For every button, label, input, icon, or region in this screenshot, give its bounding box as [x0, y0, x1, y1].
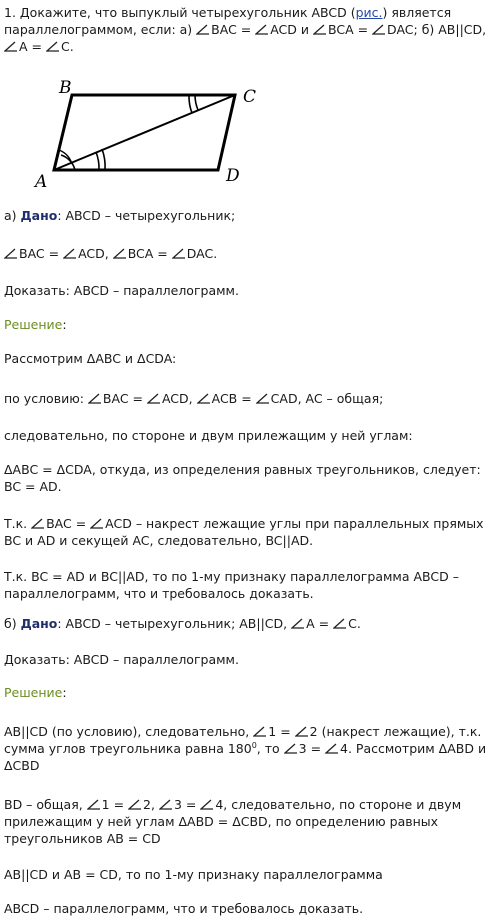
- angle-icon: [255, 24, 269, 35]
- part-a-conclusion: Т.к. BC = AD и BC||AD, то по 1-му признаку параллелограмма ABCD – параллелограмм, что и требовалось доказать.: [4, 569, 459, 601]
- angle-arc-c-2: [189, 95, 192, 113]
- part-b-step-1: AB||CD (по условию), следовательно, 1 = 2 (накрест лежащие), т.к. сумма углов треугольника равна $180^0$, то 3 = 4. Рассмотрим ΔABD и ΔCBD: [4, 724, 487, 773]
- part-b-solution-heading: Решение:: [4, 685, 67, 700]
- part-a-equal: ΔABC = ΔCDA, откуда, из определения равных треугольников, следует: BC = AD.: [4, 462, 481, 494]
- angle-icon: [4, 41, 18, 52]
- part-a-condition: по условию: BAC = ACD, ACB = CAD, AC – общая;: [4, 391, 384, 406]
- angle-icon: [46, 41, 60, 52]
- angle-icon: [88, 393, 102, 404]
- part-b-step-4: ABCD – параллелограмм, что и требовалось доказать.: [4, 901, 364, 916]
- parallelogram-figure: [30, 75, 270, 195]
- angle-icon: [333, 618, 347, 629]
- angle-icon: [372, 24, 386, 35]
- angle-icon: [295, 726, 309, 737]
- angle-icon: [196, 24, 210, 35]
- figure-link[interactable]: рис.: [355, 5, 383, 20]
- task-statement: 1. Докажите, что выпуклый четырехугольник ABCD (рис.) является параллелограммом, если: а) BAC = ACD и BCA = DAC; б) AB||CD, A = C.: [4, 5, 487, 54]
- angle-icon: [159, 799, 173, 810]
- angle-arc-a-mid1: [96, 152, 99, 170]
- vertex-label-b: B: [59, 78, 72, 98]
- angle-icon: [284, 743, 298, 754]
- vertex-label-c: C: [243, 87, 257, 107]
- vertex-label-d: D: [226, 166, 240, 186]
- angle-icon: [325, 743, 339, 754]
- angle-icon: [4, 248, 18, 259]
- angle-icon: [90, 518, 104, 529]
- part-a-consequently: следовательно, по стороне и двум прилежащим у ней углам:: [4, 428, 413, 443]
- part-a-angles: BAC = ACD, BCA = DAC.: [4, 245, 492, 262]
- angle-icon: [87, 799, 101, 810]
- part-b-given: б) Дано: ABCD – четырехугольник; AB||CD, A = C.: [4, 616, 361, 631]
- angle-icon: [128, 799, 142, 810]
- angle-icon: [113, 248, 127, 259]
- angle-icon: [200, 799, 214, 810]
- angle-icon: [291, 618, 305, 629]
- part-a-since: Т.к. BAC = ACD – накрест лежащие углы при параллельных прямых BC и AD и секущей AC, следовательно, BC||AD.: [4, 516, 484, 548]
- angle-icon: [172, 248, 186, 259]
- angle-arc-a-mid2: [102, 149, 105, 170]
- degree-superscript: 0: [251, 740, 257, 750]
- angle-icon: [313, 24, 327, 35]
- angle-arc-c-1: [195, 95, 198, 110]
- angle-icon: [63, 248, 77, 259]
- part-b-prove: Доказать: ABCD – параллелограмм.: [4, 652, 239, 667]
- diagonal-ac: [54, 95, 235, 170]
- part-a-consider: Рассмотрим ΔABC и ΔCDA:: [4, 351, 177, 366]
- angle-icon: [147, 393, 161, 404]
- part-a-given: а) Дано: ABCD – четырехугольник;: [4, 208, 236, 223]
- given-label: Дано: [20, 616, 58, 631]
- vertex-label-a: A: [35, 172, 48, 192]
- angle-icon: [256, 393, 270, 404]
- part-a-solution-heading: Решение:: [4, 317, 67, 332]
- part-b-step-3: AB||CD и AB = CD, то по 1-му признаку параллелограмма: [4, 867, 383, 882]
- angle-icon: [197, 393, 211, 404]
- part-a-prove: Доказать: ABCD – параллелограмм.: [4, 283, 239, 298]
- angle-icon: [31, 518, 45, 529]
- angle-icon: [253, 726, 267, 737]
- given-label: Дано: [20, 208, 58, 223]
- part-b-step-2: BD – общая, 1 = 2, 3 = 4, следовательно, по стороне и двум прилежащим у ней углам ΔABD = ΔCBD, по определению равных треугольников AB = CD: [4, 797, 462, 846]
